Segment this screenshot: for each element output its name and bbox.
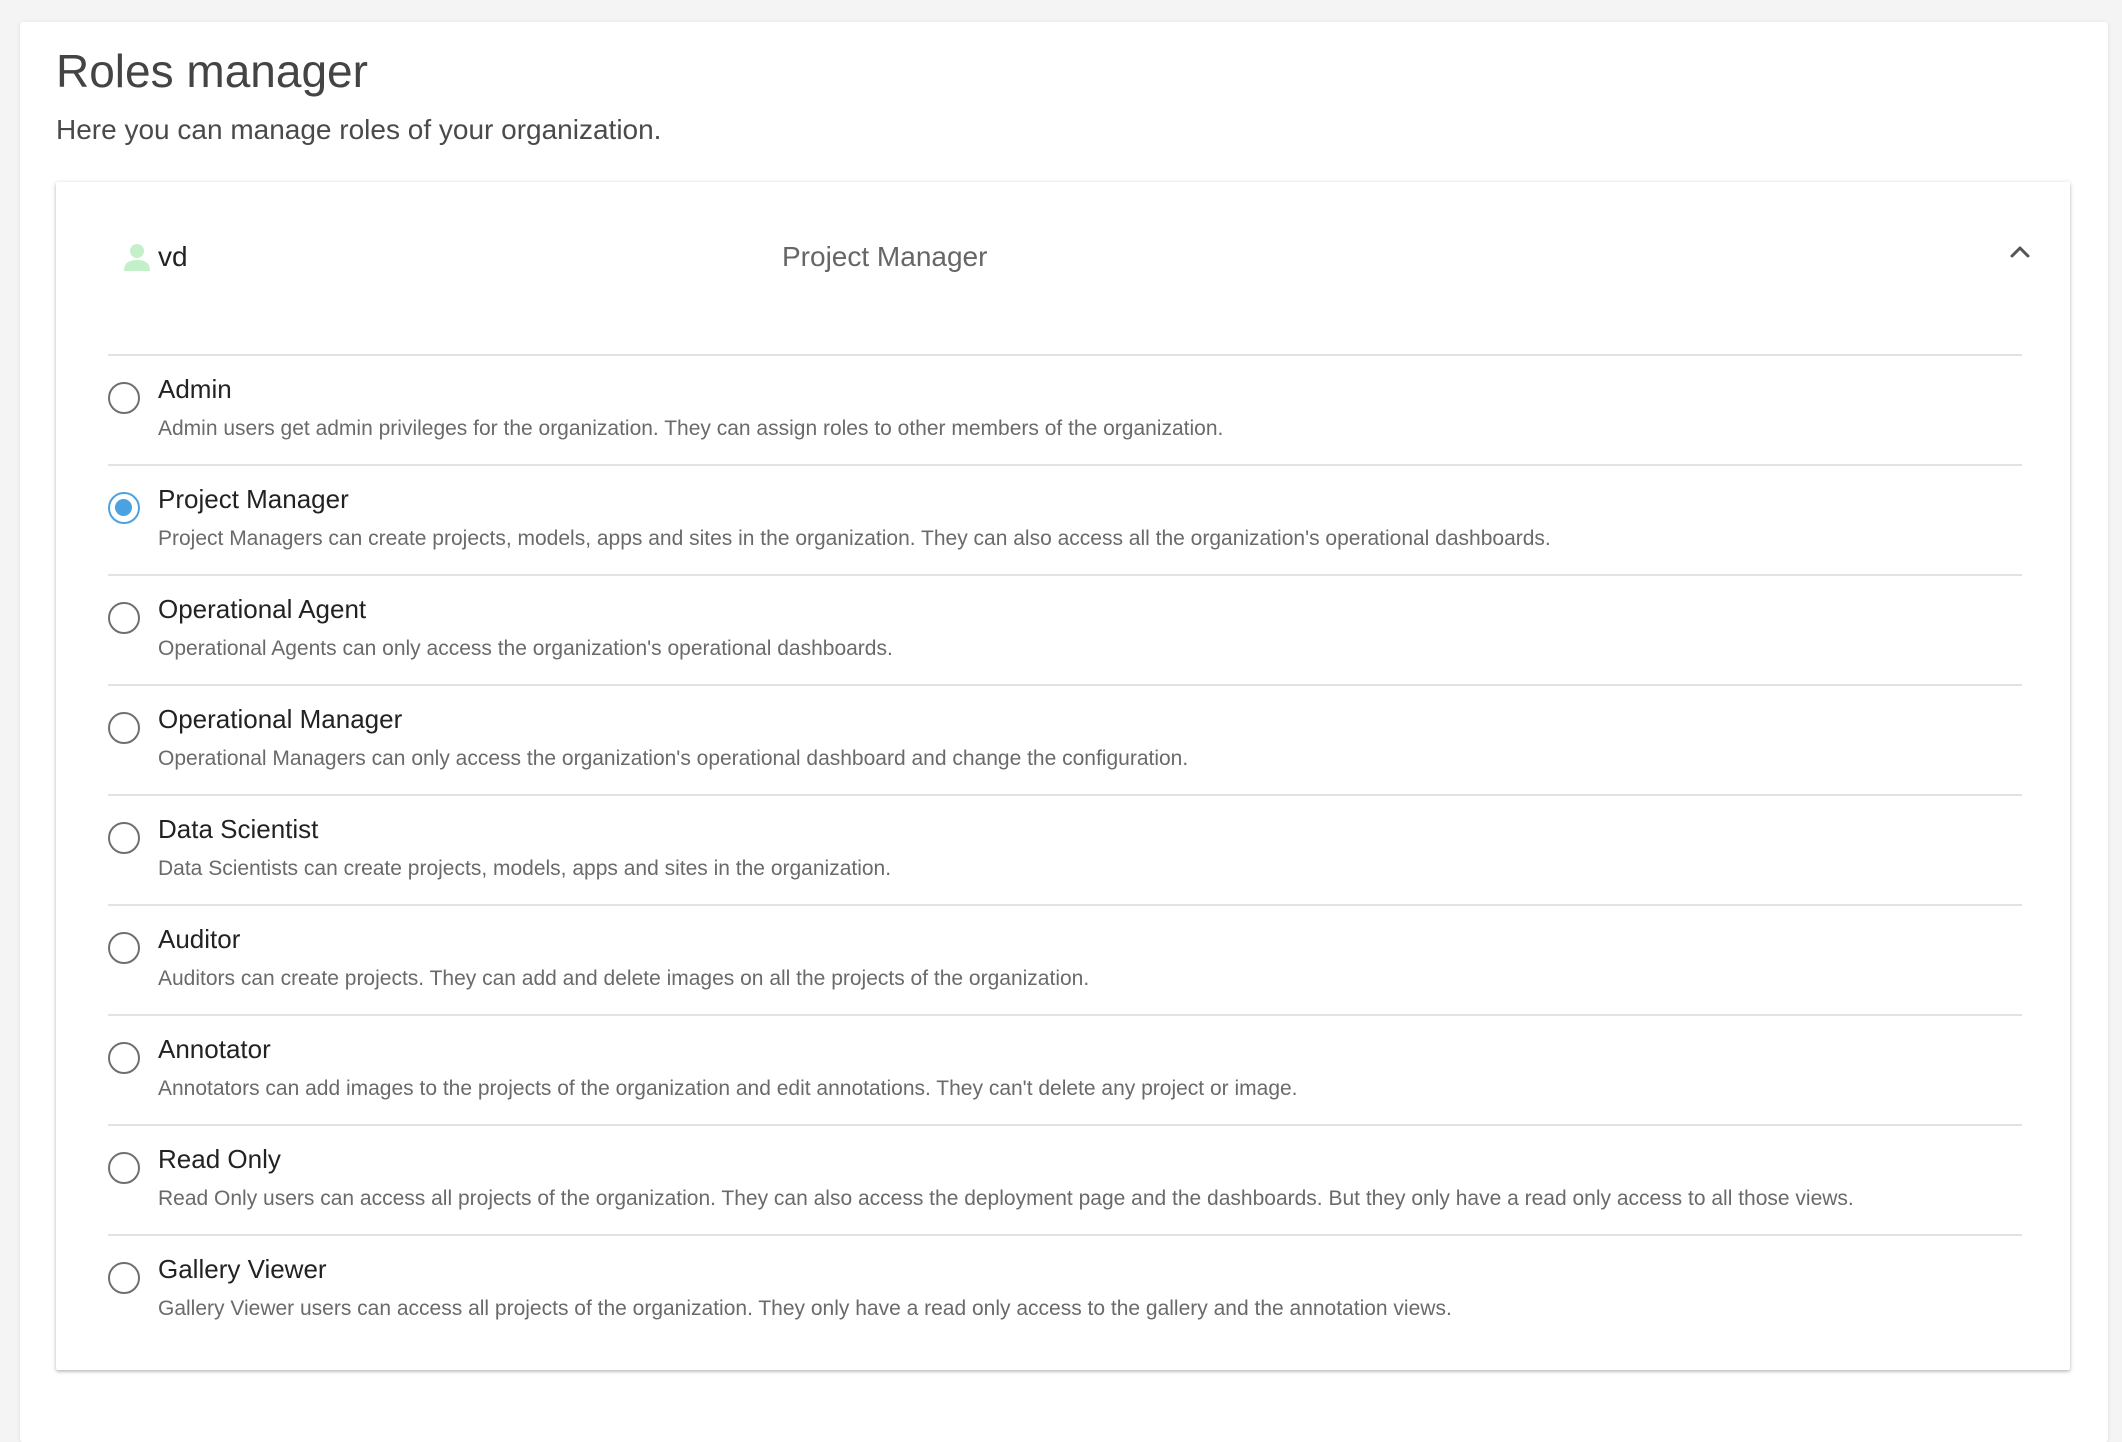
role-description: Operational Agents can only access the organization's operational dashboards. [158, 637, 893, 660]
role-name: Gallery Viewer [158, 1254, 327, 1284]
role-description: Annotators can add images to the projects of the organization and edit annotations. They can't delete any project or image. [158, 1077, 1298, 1100]
role-radio[interactable] [108, 382, 140, 414]
role-name: Data Scientist [158, 814, 319, 844]
role-option-operational-manager[interactable] [108, 686, 2022, 796]
role-description: Admin users get admin privileges for the organization. They can assign roles to other members of the organization. [158, 417, 1224, 440]
role-description: Auditors can create projects. They can add and delete images on all the projects of the organization. [158, 967, 1090, 990]
role-name: Read Only [158, 1144, 281, 1174]
role-option-data-scientist[interactable] [108, 796, 2022, 906]
role-radio[interactable] [108, 712, 140, 744]
role-description: Gallery Viewer users can access all projects of the organization. They only have a read only access to the gallery and the annotation views. [158, 1297, 1452, 1320]
role-radio[interactable] [108, 492, 140, 524]
role-radio[interactable] [108, 1152, 140, 1184]
role-name: Operational Manager [158, 704, 403, 734]
role-description: Project Managers can create projects, models, apps and sites in the organization. They can also access all the organization's operational dashboards. [158, 527, 1551, 550]
role-radio[interactable] [108, 1042, 140, 1074]
role-radio[interactable] [108, 822, 140, 854]
role-option-annotator[interactable] [108, 1016, 2022, 1126]
member-panel-header[interactable] [56, 182, 2070, 292]
member-name: vd [158, 241, 188, 272]
role-description: Operational Managers can only access the organization's operational dashboard and change the configuration. [158, 747, 1189, 770]
role-name: Project Manager [158, 484, 349, 514]
role-radio[interactable] [108, 1262, 140, 1294]
user-icon [122, 242, 152, 272]
role-option-read-only[interactable] [108, 1126, 2022, 1236]
member-role-panel [56, 182, 2070, 1370]
role-name: Admin [158, 374, 232, 404]
role-list [108, 354, 2022, 1344]
role-description: Read Only users can access all projects of the organization. They can also access the deployment page and the dashboards. But they only have a read only access to all those views. [158, 1187, 1854, 1210]
role-name: Auditor [158, 924, 241, 954]
role-description: Data Scientists can create projects, models, apps and sites in the organization. [158, 857, 892, 880]
role-option-auditor[interactable] [108, 906, 2022, 1016]
chevron-up-icon[interactable] [2000, 232, 2040, 272]
roles-manager-card [20, 22, 2108, 1442]
role-option-gallery-viewer[interactable] [108, 1236, 2022, 1344]
member-current-role: Project Manager [782, 241, 988, 272]
role-name: Annotator [158, 1034, 271, 1064]
page-title: Roles manager [56, 45, 368, 97]
role-option-operational-agent[interactable] [108, 576, 2022, 686]
role-name: Operational Agent [158, 594, 367, 624]
page-subtitle: Here you can manage roles of your organization. [56, 114, 662, 145]
role-option-admin[interactable] [108, 356, 2022, 466]
role-radio[interactable] [108, 602, 140, 634]
role-option-project-manager[interactable] [108, 466, 2022, 576]
role-radio[interactable] [108, 932, 140, 964]
